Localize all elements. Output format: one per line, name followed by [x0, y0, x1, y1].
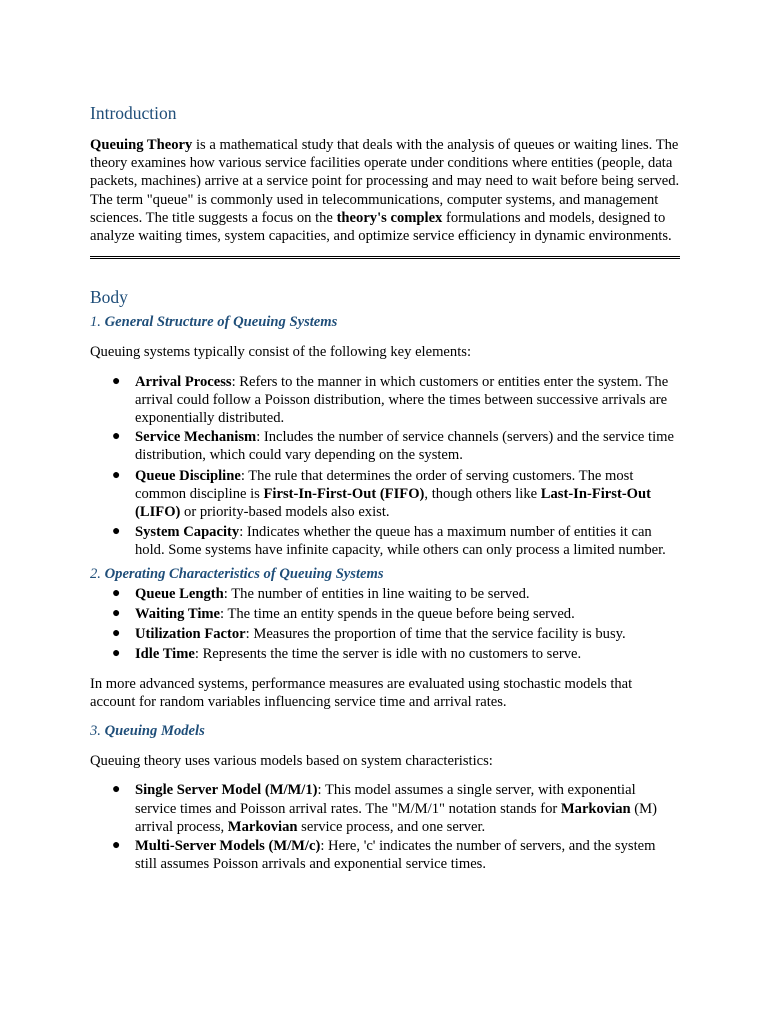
bullet-icon: ●	[112, 646, 121, 662]
document-content	[90, 102, 680, 874]
bullet-icon: ●	[112, 373, 121, 389]
item-term: Waiting Time	[135, 606, 221, 623]
intro-heading: Introduction	[90, 103, 177, 123]
item-text: : Represents the time the server is idle with no customers to serve.	[194, 646, 582, 663]
list-item	[90, 585, 680, 603]
item-text: : Indicates whether the queue has a maximum number of entities it can hold. Some systems have infinite capacity, while others can only process a limited number.	[135, 524, 666, 559]
s1-lead-paragraph: Queuing systems typically consist of the following key elements:	[90, 344, 471, 361]
subheading-general-structure	[90, 313, 680, 331]
list-item	[90, 605, 680, 623]
item-bold: Markovian	[227, 818, 298, 835]
item-term: Single Server Model (M/M/1)	[135, 782, 318, 799]
list-item	[90, 645, 680, 663]
item-text: service process, and one server.	[297, 818, 486, 835]
list-item	[90, 781, 680, 836]
item-bold: Markovian	[560, 800, 631, 817]
s3-lead-paragraph: Queuing theory uses various models based on system characteristics:	[90, 753, 493, 770]
list-item	[90, 428, 680, 464]
body-heading: Body	[90, 287, 128, 308]
item-text: : The time an entity spends in the queue before being served.	[220, 606, 575, 623]
intro-bold-2: theory's complex	[336, 209, 443, 226]
bullet-icon: ●	[112, 429, 121, 445]
list-item	[90, 837, 680, 873]
item-bold: Last-In-First-Out (LIFO)	[135, 485, 652, 521]
intro-text-1: is a mathematical study that deals with the analysis of queues or waiting lines. The theory examines how various service facilities operate under conditions where entities (people, data packets, machines) arrive at a service point for processing and may need to wait before being served. The term "queue" is commonly used in telecommunications, computer systems, and management sciences. The title suggests a focus on the	[90, 137, 680, 226]
item-text: : The number of entities in line waiting to be served.	[223, 585, 530, 602]
item-text: : Here, 'c' indicates the number of servers, and the system still assumes Poisson arrivals and exponential service times.	[135, 838, 656, 873]
subheading-title: Queuing Models	[100, 723, 205, 740]
item-text: : This model assumes a single server, with exponential service times and Poisson arrival rates. The "M/M/1" notation stands for	[135, 782, 636, 817]
list-item	[90, 625, 680, 643]
item-term: Multi-Server Models (M/M/c)	[135, 838, 321, 855]
item-term: Queue Length	[135, 585, 224, 602]
item-text: : The rule that determines the order of serving customers. The most common discipline is	[135, 467, 634, 502]
subheading-queuing-models	[90, 722, 680, 740]
item-term: Utilization Factor	[135, 626, 246, 643]
item-text: : Measures the proportion of time that the service facility is busy.	[245, 626, 626, 643]
intro-paragraph	[90, 136, 680, 245]
bullet-icon: ●	[112, 585, 121, 601]
bullet-icon: ●	[112, 626, 121, 642]
subheading-operating-characteristics	[90, 565, 680, 583]
subheading-title: General Structure of Queuing Systems	[100, 314, 338, 331]
item-text: or priority-based models also exist.	[180, 504, 390, 521]
item-bold: First-In-First-Out (FIFO)	[263, 485, 425, 502]
subheading-number: 1.	[90, 314, 101, 331]
list-item	[90, 523, 680, 559]
item-term: Service Mechanism	[135, 429, 257, 446]
section-divider	[90, 256, 680, 259]
s1-bullet-list	[90, 373, 680, 560]
item-text: : Includes the number of service channels (servers) and the service time distribution, which could vary depending on the system.	[135, 429, 674, 464]
item-text: (M) arrival process,	[135, 800, 657, 835]
intro-term-bold: Queuing Theory	[90, 137, 193, 153]
subheading-number: 3.	[90, 723, 101, 740]
subheading-title: Operating Characteristics of Queuing Systems	[100, 565, 384, 582]
bullet-icon: ●	[112, 524, 121, 540]
item-term: System Capacity	[135, 524, 240, 541]
s3-bullet-list	[90, 781, 680, 873]
s2-bullet-list	[90, 585, 680, 664]
item-text: , though others like	[424, 485, 541, 502]
item-term: Arrival Process	[135, 373, 232, 390]
list-item	[90, 467, 680, 522]
s2-after-paragraph: In more advanced systems, performance measures are evaluated using stochastic models that account for random variables influencing service time and arrival rates.	[90, 675, 633, 710]
intro-text-3: formulations and models, designed to analyze waiting times, system capacities, and optimize service efficiency in dynamic environments.	[90, 209, 672, 245]
bullet-icon: ●	[112, 838, 121, 854]
item-term: Idle Time	[135, 646, 195, 663]
bullet-icon: ●	[112, 606, 121, 622]
item-term: Queue Discipline	[135, 467, 241, 484]
item-text: : Refers to the manner in which customers or entities enter the system. The arrival could follow a Poisson distribution, where the times between successive arrivals are exponentially distributed.	[135, 373, 669, 427]
bullet-icon: ●	[112, 467, 121, 483]
list-item	[90, 373, 680, 428]
subheading-number: 2.	[90, 565, 101, 582]
bullet-icon: ●	[112, 782, 121, 798]
